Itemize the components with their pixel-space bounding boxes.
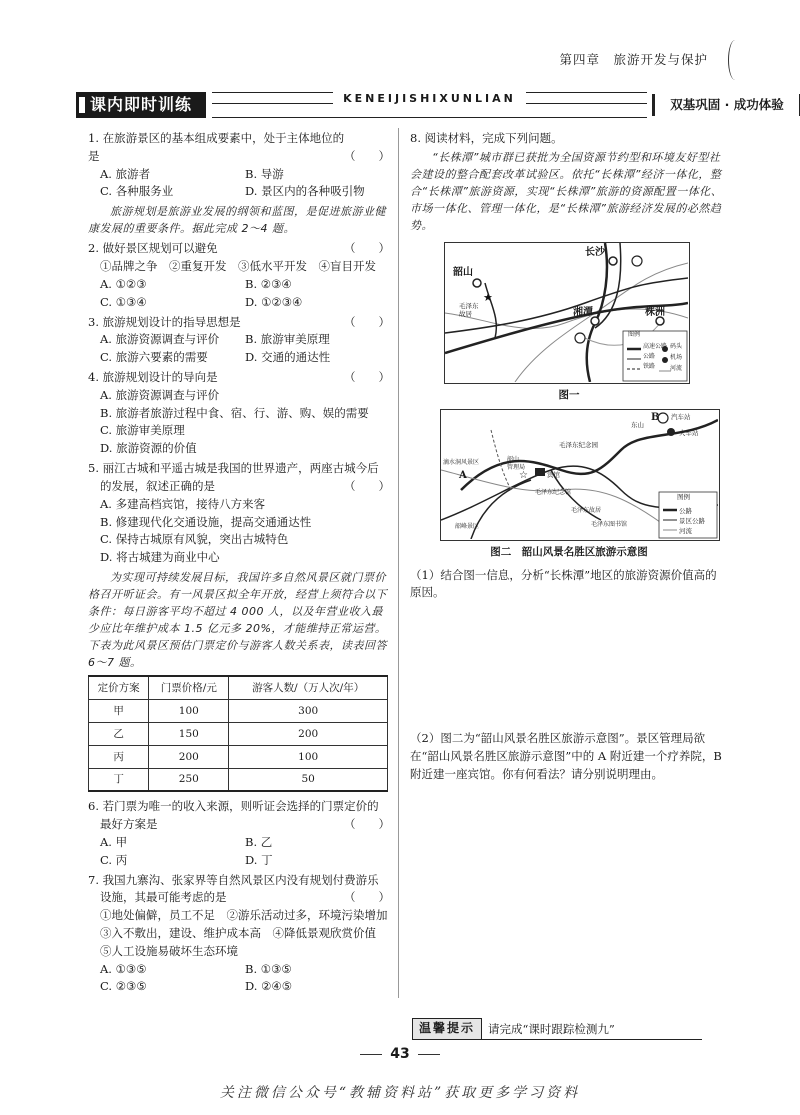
table-cell: 丙 [89,745,149,768]
map1-legend-title: 图例 [628,331,641,339]
map2-label-mao-memorial: 毛泽东纪念园 [559,441,598,450]
table-cell: 100 [149,699,229,722]
svg-text:☆: ☆ [519,470,528,482]
question-4 [88,369,390,458]
question-2 [88,240,390,311]
table-row [89,699,388,722]
map1-legend-river: 河流 [670,365,683,373]
q2-option-b: B. ②③④ [245,276,292,291]
q2-items: ①品牌之争 ②重复开发 ③低水平开发 ④盲目开发 [100,259,376,274]
left-column [88,130,390,998]
banner-pinyin: KENEIJISHIXUNLIAN [212,90,647,107]
q5-stem-line2: 的发展，叙述正确的是 [100,478,215,493]
map2-legend-road: 公路 [679,507,692,516]
banner-title: 课内即时训练 [76,92,206,118]
reminder-text: 请完成“课时跟踪检测九” [482,1018,702,1040]
question-1 [88,130,390,201]
q2-blank: （ ） [344,241,390,256]
q7-option-b: B. ①③⑤ [245,961,292,976]
map2-label-dongshan: 东山 [631,421,644,430]
column-divider [398,128,399,998]
map1-legend-road: 公路 [643,353,656,361]
reminder-label: 温馨提示 [412,1018,482,1040]
map1-legend-railway: 铁路 [643,363,656,371]
map2-legend-title: 图例 [677,493,690,502]
question-5 [88,460,390,567]
table-cell: 300 [229,699,388,722]
table-cell: 100 [229,745,388,768]
question-7 [88,872,390,997]
q1-option-b: B. 导游 [245,166,284,181]
table-header: 游客人数/（万人次/年） [229,676,388,699]
price-table [88,675,388,792]
map2-legend-scenic-road: 景区公路 [679,517,705,526]
map1-label-shaoshan: 韶山 [453,267,473,279]
passage-2-4: 旅游规划是旅游业发展的纲领和蓝图，是促进旅游业健康发展的重要条件。据此完成 2～4 题。 [88,205,386,236]
map1-label-mao-home: 毛泽东 故居 [459,302,479,318]
q8-stem: 8. 阅读材料，完成下列问题。 [410,131,563,145]
q6-blank: （ ） [344,817,390,832]
q3-option-c: C. 旅游六要素的需要 [100,350,208,365]
map1-legend-expressway: 高速公路 [643,343,668,351]
q1-option-a: A. 旅游者 [100,166,151,181]
page-number: 43 [0,1044,800,1066]
q7-option-d: D. ②④⑤ [245,979,293,994]
q5-option-d: D. 将古城建为商业中心 [100,550,220,565]
map1-legend-airport: 机场 [670,354,683,362]
q4-option-a: A. 旅游资源调查与评价 [100,387,220,402]
right-column [410,130,728,784]
map1-legend-port: 码头 [670,343,683,351]
map2-label-shaofeng: 韶峰景区 [455,523,480,531]
section-banner [76,92,784,118]
q7-option-a: A. ①③⑤ [100,961,147,976]
map1-label-xiangtan: 湘潭 [573,307,593,319]
q7-items-2: ③入不敷出，建设、维护成本高 ④降低景观欣赏价值 [100,925,376,940]
q3-option-a: A. 旅游资源调查与评价 [100,332,220,347]
q4-option-b: B. 旅游者旅游过程中食、宿、行、游、购、娱的需要 [100,405,369,420]
map-figure-2 [440,409,720,541]
map1-label-zhuzhou: 株洲 [645,307,665,319]
q3-option-b: B. 旅游审美原理 [245,332,330,347]
table-header: 门票价格/元 [149,676,229,699]
passage-6-7: 为实现可持续发展目标，我国许多自然风景区就门票价格召开听证会。有一风景区拟全年开放，经营上须符合以下条件：每日游客平均不超过 4 000 人，以及年营业收入最少应比年维护成本 1.5 亿元多 20%，才能维持正常运营。下表为此风景区预估门票定价与游客人数关系表，读表回答 6～7 题。 [88,570,387,670]
map2-label-dishui: 滴水洞风景区 [443,459,480,467]
q7-items-1: ①地处偏僻，员工不足 ②游乐活动过多，环境污染增加 [100,908,388,923]
q2-stem: 2. 做好景区规划可以避免 [88,241,218,256]
map2-caption: 图二 韶山风景名胜区旅游示意图 [490,546,648,559]
table-cell: 甲 [89,699,149,722]
map2-legend [661,492,717,536]
map2-label-mao-home: 毛泽东故居 [571,507,602,515]
q2-option-a: A. ①②③ [100,276,147,291]
q7-stem-line2: 设施，其最可能考虑的是 [100,890,227,905]
q6-stem-line2: 最好方案是 [100,817,158,832]
q4-stem: 4. 旅游规划设计的导向是 [88,370,218,385]
q3-option-d: D. 交通的通达性 [245,350,331,365]
q7-items-3: ⑤人工设施易破坏生态环境 [100,943,238,958]
q1-option-c: C. 各种服务业 [100,184,174,199]
table-cell: 200 [149,745,229,768]
map-figure-1 [444,242,690,384]
map2-label-bus: 汽车站 [671,413,691,422]
q3-stem: 3. 旅游规划设计的指导思想是 [88,314,241,329]
q6-option-d: D. 丁 [245,852,273,867]
reminder-box [412,1018,702,1040]
q8-part-2: （2）图二为“韶山风景名胜区旅游示意图”。景区管理局欲在“韶山风景名胜区旅游示意图”中的 A 附近建一个疗养院，B 附近建一座宾馆。你有何看法？请分别说明理由。 [410,731,722,781]
q6-option-c: C. 丙 [100,852,128,867]
q5-stem-line1: 5. 丽江古城和平遥古城是我国的世界遗产，两座古城今后 [88,461,379,476]
map1-legend [625,331,687,373]
map2-label-train: 火车站 [679,429,699,438]
q5-option-a: A. 多建高档宾馆，接待八方来客 [100,496,266,511]
table-cell: 50 [229,768,388,791]
map2-label-shaoshan-mgmt: 韶山 管理局 [507,456,526,471]
q1-blank: （ ） [344,148,390,163]
map2-label-mao-memorial-hall: 毛泽东纪念馆 [535,489,572,497]
q4-option-d: D. 旅游资源的价值 [100,441,197,456]
q6-option-b: B. 乙 [245,834,273,849]
q8-material: “长株潭”城市群已获批为全国资源节约型和环境友好型社会建设的整合配套改革试验区。依托“长株潭”经济一体化，整合“长株潭”旅游资源，实现“长株潭”旅游的资源配置一体化、市场一体化、管理一体化，是“长株潭”旅游经济发展的必然趋势。 [410,150,723,232]
q1-stem: 1. 在旅游景区的基本组成要素中，处于主体地位的是 [88,131,345,163]
map2-label-b: B [651,412,660,424]
table-cell: 丁 [89,768,149,791]
q3-blank: （ ） [344,314,390,329]
banner-slogan: 双基巩固 · 成功体验 [652,94,800,116]
q5-option-c: C. 保持古城原有风貌，突出古城特色 [100,532,289,547]
q7-stem-line1: 7. 我国九寨沟、张家界等自然风景区内没有规划付费游乐 [88,872,379,887]
q5-option-b: B. 修建现代化交通设施，提高交通通达性 [100,514,312,529]
table-cell: 乙 [89,722,149,745]
map1-caption: 图一 [558,389,580,402]
q4-option-c: C. 旅游审美原理 [100,423,185,438]
map2-legend-river: 河流 [679,527,692,536]
map2-label-library: 毛泽东图书馆 [591,521,628,529]
table-cell: 150 [149,722,229,745]
q2-option-c: C. ①③④ [100,294,147,309]
q7-blank: （ ） [344,890,390,905]
table-row [89,722,388,745]
table-row [89,768,388,791]
svg-text:★: ★ [483,291,493,305]
map2-label-hotel: 宾馆 [547,471,560,480]
table-header: 定价方案 [89,676,149,699]
footer-note: 关注微信公众号“教辅资料站”获取更多学习资料 [219,1085,581,1101]
answer-space-1 [410,602,728,730]
chapter-title: 第四章 旅游开发与保护 [559,52,708,67]
q7-option-c: C. ②③⑤ [100,979,147,994]
page-curve-decoration [728,40,742,80]
q2-option-d: D. ①②③④ [245,294,303,309]
table-cell: 250 [149,768,229,791]
q6-stem-line1: 6. 若门票为唯一的收入来源，则听证会选择的门票定价的 [88,799,379,814]
q6-option-a: A. 甲 [100,834,128,849]
q1-option-d: D. 景区内的各种吸引物 [245,184,365,199]
map1-label-changsha: 长沙 [585,247,605,259]
question-3 [88,314,390,367]
q4-blank: （ ） [344,370,390,385]
table-row [89,745,388,768]
table-cell: 200 [229,722,388,745]
q8-part-1: （1）结合图一信息，分析“长株潭”地区的旅游资源价值高的原因。 [410,567,717,600]
map2-label-a: A [459,470,467,482]
q5-blank: （ ） [344,478,390,493]
question-6 [88,798,390,869]
banner-pinyin-bar [212,92,647,118]
